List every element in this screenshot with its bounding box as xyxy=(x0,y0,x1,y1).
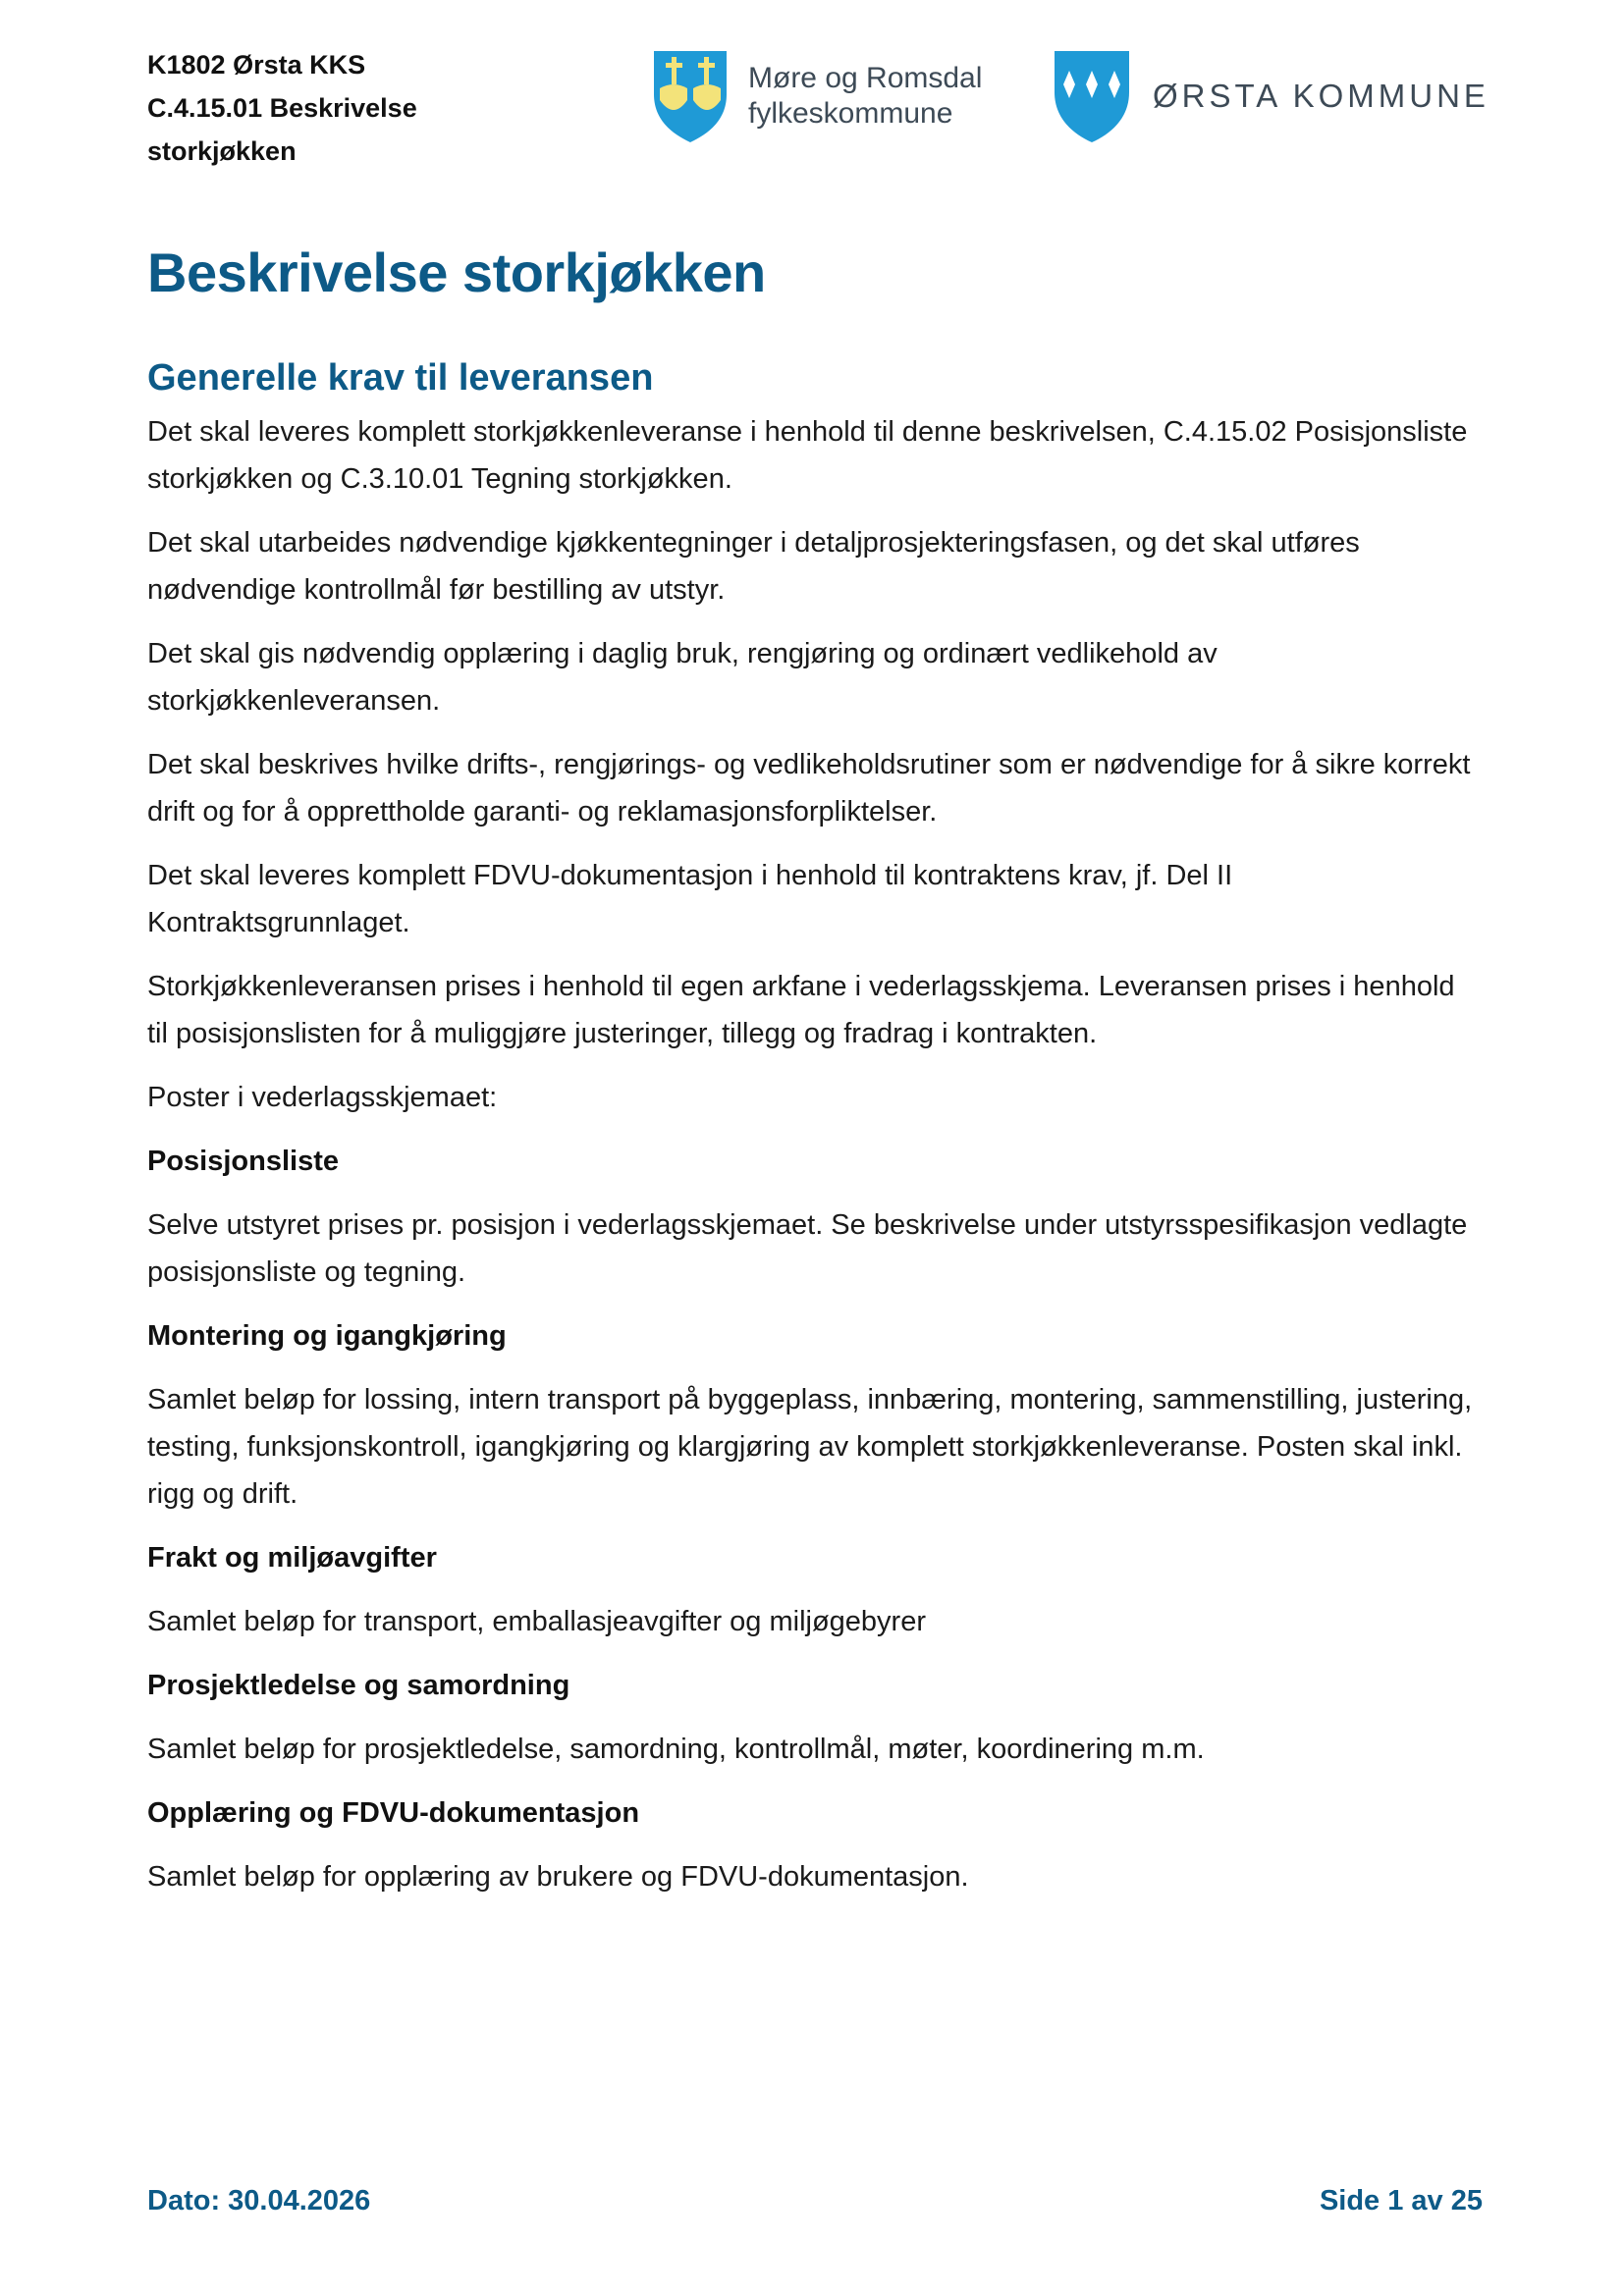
footer-page-number: Side 1 av 25 xyxy=(1319,2185,1483,2216)
post-heading: Frakt og miljøavgifter xyxy=(147,1542,437,1574)
post-text: Samlet beløp for transport, emballasjeavgifter og miljøgebyrer xyxy=(147,1606,926,1637)
document-title: Beskrivelse storkjøkken xyxy=(147,241,766,303)
reference-line-1: K1802 Ørsta KKS xyxy=(147,50,366,80)
reference-line-2: C.4.15.01 Beskrivelse xyxy=(147,93,417,123)
post-text: Samlet beløp for prosjektledelse, samordning, kontrollmål, møter, koordinering m.m. xyxy=(147,1734,1205,1765)
post-text: Samlet beløp for lossing, intern transport på byggeplass, innbæring, montering, sammenstilling, justering, testing, funksjonskontroll, igangkjøring og klargjøring av komplett storkjøkkenleveranse. Posten skal inkl. rigg og drift. xyxy=(147,1384,1473,1510)
paragraph: Det skal gis nødvendig opplæring i daglig bruk, rengjøring og ordinært vedlikehold av storkjøkkenleveransen. xyxy=(147,638,1218,717)
logo-mr-line-1: Møre og Romsdal xyxy=(748,62,983,94)
document-reference xyxy=(147,43,501,173)
reference-line-3: storkjøkken xyxy=(147,136,297,166)
post-heading: Opplæring og FDVU-dokumentasjon xyxy=(147,1797,640,1829)
post-heading: Montering og igangkjøring xyxy=(147,1320,507,1352)
paragraph: Det skal beskrives hvilke drifts-, rengjørings- og vedlikeholdsrutiner som er nødvendige for å sikre korrekt drift og for å opprettholde garanti- og reklamasjonsforpliktelser. xyxy=(147,749,1471,828)
orsta-shield-icon xyxy=(1053,49,1131,143)
post-heading: Posisjonsliste xyxy=(147,1146,340,1177)
logo-orsta-text: ØRSTA KOMMUNE xyxy=(1153,78,1489,114)
document-body xyxy=(147,232,1483,1917)
paragraph: Poster i vederlagsskjemaet: xyxy=(147,1082,498,1113)
orsta-kommune-logo xyxy=(1053,49,1489,143)
paragraph: Det skal leveres komplett storkjøkkenleveranse i henhold til denne beskrivelsen, C.4.15.02 Posisjonsliste storkjøkken og C.3.10.01 Tegning storkjøkken. xyxy=(147,416,1468,495)
more-og-romsdal-logo xyxy=(652,49,982,143)
section-title: Generelle krav til leveransen xyxy=(147,357,654,399)
post-heading: Prosjektledelse og samordning xyxy=(147,1670,570,1701)
paragraph: Storkjøkkenleveransen prises i henhold til egen arkfane i vederlagsskjema. Leveransen prises i henhold til posisjonslisten for å muliggjøre justeringer, tillegg og fradrag i kontrakten. xyxy=(147,971,1455,1049)
paragraph: Det skal utarbeides nødvendige kjøkkentegninger i detaljprosjekteringsfasen, og det skal utføres nødvendige kontrollmål før bestilling av utstyr. xyxy=(147,527,1360,606)
logo-mr-line-2: fylkeskommune xyxy=(748,97,953,130)
paragraph: Det skal leveres komplett FDVU-dokumentasjon i henhold til kontraktens krav, jf. Del II Kontraktsgrunnlaget. xyxy=(147,860,1233,938)
post-text: Samlet beløp for opplæring av brukere og FDVU-dokumentasjon. xyxy=(147,1861,969,1893)
post-text: Selve utstyret prises pr. posisjon i vederlagsskjemaet. Se beskrivelse under utstyrsspesifikasjon vedlagte posisjonsliste og tegning. xyxy=(147,1209,1468,1288)
more-og-romsdal-shield-icon xyxy=(652,49,729,143)
footer-date: Dato: 30.04.2026 xyxy=(147,2185,371,2216)
